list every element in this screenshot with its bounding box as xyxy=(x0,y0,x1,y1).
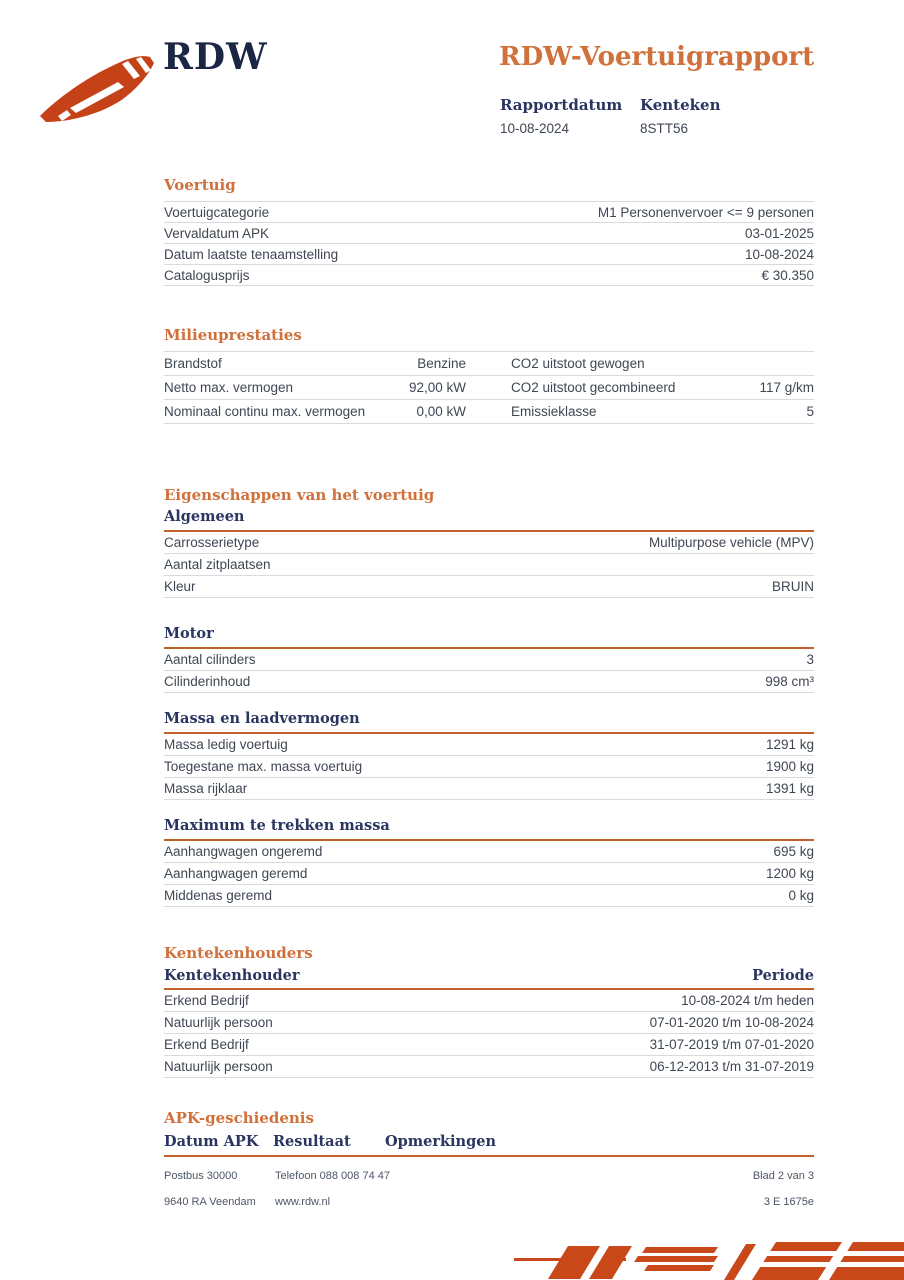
column-header-opmerkingen: Opmerkingen xyxy=(385,1133,496,1150)
row-label: Massa rijklaar xyxy=(164,781,248,796)
table-row xyxy=(164,576,814,598)
subsection-trekken xyxy=(164,817,814,907)
footer-website: www.rdw.nl xyxy=(275,1196,331,1208)
voertuig-table xyxy=(164,201,814,286)
row-right-pair xyxy=(466,376,814,399)
row-right-pair xyxy=(466,352,814,375)
footer-line-1 xyxy=(164,1170,814,1182)
table-row xyxy=(164,1012,814,1034)
table-row xyxy=(164,885,814,907)
period-cell: 31-07-2019 t/m 07-01-2020 xyxy=(649,1037,814,1052)
row-value: M1 Personenvervoer <= 9 personen xyxy=(597,204,814,220)
subsection-algemeen xyxy=(164,508,814,598)
table-row xyxy=(164,554,814,576)
footer-doc-code: 3 E 1675e xyxy=(763,1196,814,1208)
milieu-table xyxy=(164,351,814,424)
holder-cell: Erkend Bedrijf xyxy=(164,993,249,1008)
rdw-wordmark: RDW xyxy=(163,36,268,78)
report-date-label: Rapportdatum xyxy=(500,96,623,114)
page-footer xyxy=(164,1170,814,1208)
row-label: CO2 uitstoot gecombineerd xyxy=(511,380,676,395)
holder-cell: Natuurlijk persoon xyxy=(164,1015,273,1030)
section-title: APK-geschiedenis xyxy=(164,1109,314,1127)
column-header-kentekenhouder: Kentekenhouder xyxy=(164,967,300,984)
subsection-massa xyxy=(164,710,814,800)
table-row xyxy=(164,756,814,778)
footer-address-line1: Postbus 30000 xyxy=(164,1170,238,1182)
row-value: 117 g/km xyxy=(759,380,814,395)
row-value: 10-08-2024 xyxy=(744,246,814,262)
column-header-periode: Periode xyxy=(752,967,814,984)
column-header-resultaat: Resultaat xyxy=(273,1133,351,1150)
report-date-block xyxy=(500,96,640,136)
footer-line-2 xyxy=(164,1196,814,1208)
row-value: 0,00 kW xyxy=(416,404,466,419)
subsection-title: Algemeen xyxy=(164,508,814,532)
section-kentekenhouders xyxy=(164,944,814,1078)
table-row xyxy=(164,400,814,424)
section-title: Voertuig xyxy=(164,176,236,194)
row-left-pair xyxy=(164,352,466,375)
row-label: Cilinderinhoud xyxy=(164,674,251,689)
subsection-title: Maximum te trekken massa xyxy=(164,817,814,841)
report-meta xyxy=(500,96,720,136)
row-value: 1391 kg xyxy=(765,781,814,796)
row-label: Nominaal continu max. vermogen xyxy=(164,404,366,419)
footer-address-line2: 9640 RA Veendam xyxy=(164,1196,256,1208)
row-label: Aanhangwagen geremd xyxy=(164,866,308,881)
table-row xyxy=(164,863,814,885)
row-label: Vervaldatum APK xyxy=(164,225,270,241)
table-row xyxy=(164,990,814,1012)
row-label: Aantal cilinders xyxy=(164,652,256,667)
subsection-title: Massa en laadvermogen xyxy=(164,710,814,734)
subsection-motor xyxy=(164,625,814,693)
section-voertuig xyxy=(164,176,814,286)
period-cell: 06-12-2013 t/m 31-07-2019 xyxy=(649,1059,814,1074)
row-value: Benzine xyxy=(417,356,466,371)
kenteken-label: Kenteken xyxy=(640,96,721,114)
apk-header-row xyxy=(164,1133,814,1157)
period-cell: 07-01-2020 t/m 10-08-2024 xyxy=(649,1015,814,1030)
table-row xyxy=(164,1034,814,1056)
row-value: 03-01-2025 xyxy=(744,225,814,241)
table-row xyxy=(164,352,814,376)
row-value: 92,00 kW xyxy=(408,380,466,395)
kenteken-value: 8STT56 xyxy=(640,121,689,136)
row-label: CO2 uitstoot gewogen xyxy=(511,356,645,371)
kenteken-block xyxy=(640,96,720,136)
row-label: Kleur xyxy=(164,579,196,594)
row-left-pair xyxy=(164,376,466,399)
row-label: Middenas geremd xyxy=(164,888,273,903)
row-label: Netto max. vermogen xyxy=(164,380,294,395)
row-value: Multipurpose vehicle (MPV) xyxy=(648,535,814,550)
row-right-pair xyxy=(466,400,814,423)
row-label: Carrosserietype xyxy=(164,535,260,550)
table-row xyxy=(164,649,814,671)
rdw-feather-logo-icon xyxy=(34,50,162,138)
period-cell: 10-08-2024 t/m heden xyxy=(681,993,814,1008)
table-row xyxy=(164,734,814,756)
kentekenhouders-header-row xyxy=(164,967,814,990)
section-title: Eigenschappen van het voertuig xyxy=(164,486,435,504)
holder-cell: Natuurlijk persoon xyxy=(164,1059,273,1074)
subsection-title: Motor xyxy=(164,625,814,649)
row-value: 5 xyxy=(806,404,814,419)
row-value: 1900 kg xyxy=(765,759,814,774)
row-value: 998 cm³ xyxy=(765,674,814,689)
section-title: Milieuprestaties xyxy=(164,326,302,344)
table-row xyxy=(164,778,814,800)
table-row xyxy=(164,376,814,400)
footer-page-number: Blad 2 van 3 xyxy=(752,1170,814,1182)
row-value: BRUIN xyxy=(771,579,814,594)
page-title: RDW-Voertuigrapport xyxy=(499,42,815,72)
speed-lines-decoration-icon xyxy=(500,1224,904,1280)
row-label: Catalogusprijs xyxy=(164,267,250,283)
row-label: Massa ledig voertuig xyxy=(164,737,288,752)
table-row xyxy=(164,671,814,693)
table-row xyxy=(164,223,814,244)
row-label: Toegestane max. massa voertuig xyxy=(164,759,363,774)
table-row xyxy=(164,265,814,286)
footer-phone: Telefoon 088 008 74 47 xyxy=(275,1170,390,1182)
row-label: Aantal zitplaatsen xyxy=(164,557,271,572)
row-label: Brandstof xyxy=(164,356,222,371)
row-label: Aanhangwagen ongeremd xyxy=(164,844,323,859)
row-label: Voertuigcategorie xyxy=(164,204,270,220)
holder-cell: Erkend Bedrijf xyxy=(164,1037,249,1052)
row-left-pair xyxy=(164,400,466,423)
section-apk-geschiedenis xyxy=(164,1109,814,1157)
report-date-value: 10-08-2024 xyxy=(500,121,570,136)
row-value: 1200 kg xyxy=(765,866,814,881)
table-row xyxy=(164,841,814,863)
row-value: 1291 kg xyxy=(765,737,814,752)
section-milieuprestaties xyxy=(164,326,814,424)
column-header-datum-apk: Datum APK xyxy=(164,1133,259,1150)
row-value: 3 xyxy=(806,652,814,667)
row-value: € 30.350 xyxy=(761,267,814,283)
section-title: Kentekenhouders xyxy=(164,944,313,962)
row-label: Emissieklasse xyxy=(511,404,597,419)
table-row xyxy=(164,532,814,554)
row-value: 695 kg xyxy=(773,844,814,859)
row-value: 0 kg xyxy=(788,888,814,903)
table-row xyxy=(164,244,814,265)
table-row xyxy=(164,202,814,223)
table-row xyxy=(164,1056,814,1078)
row-label: Datum laatste tenaamstelling xyxy=(164,246,339,262)
